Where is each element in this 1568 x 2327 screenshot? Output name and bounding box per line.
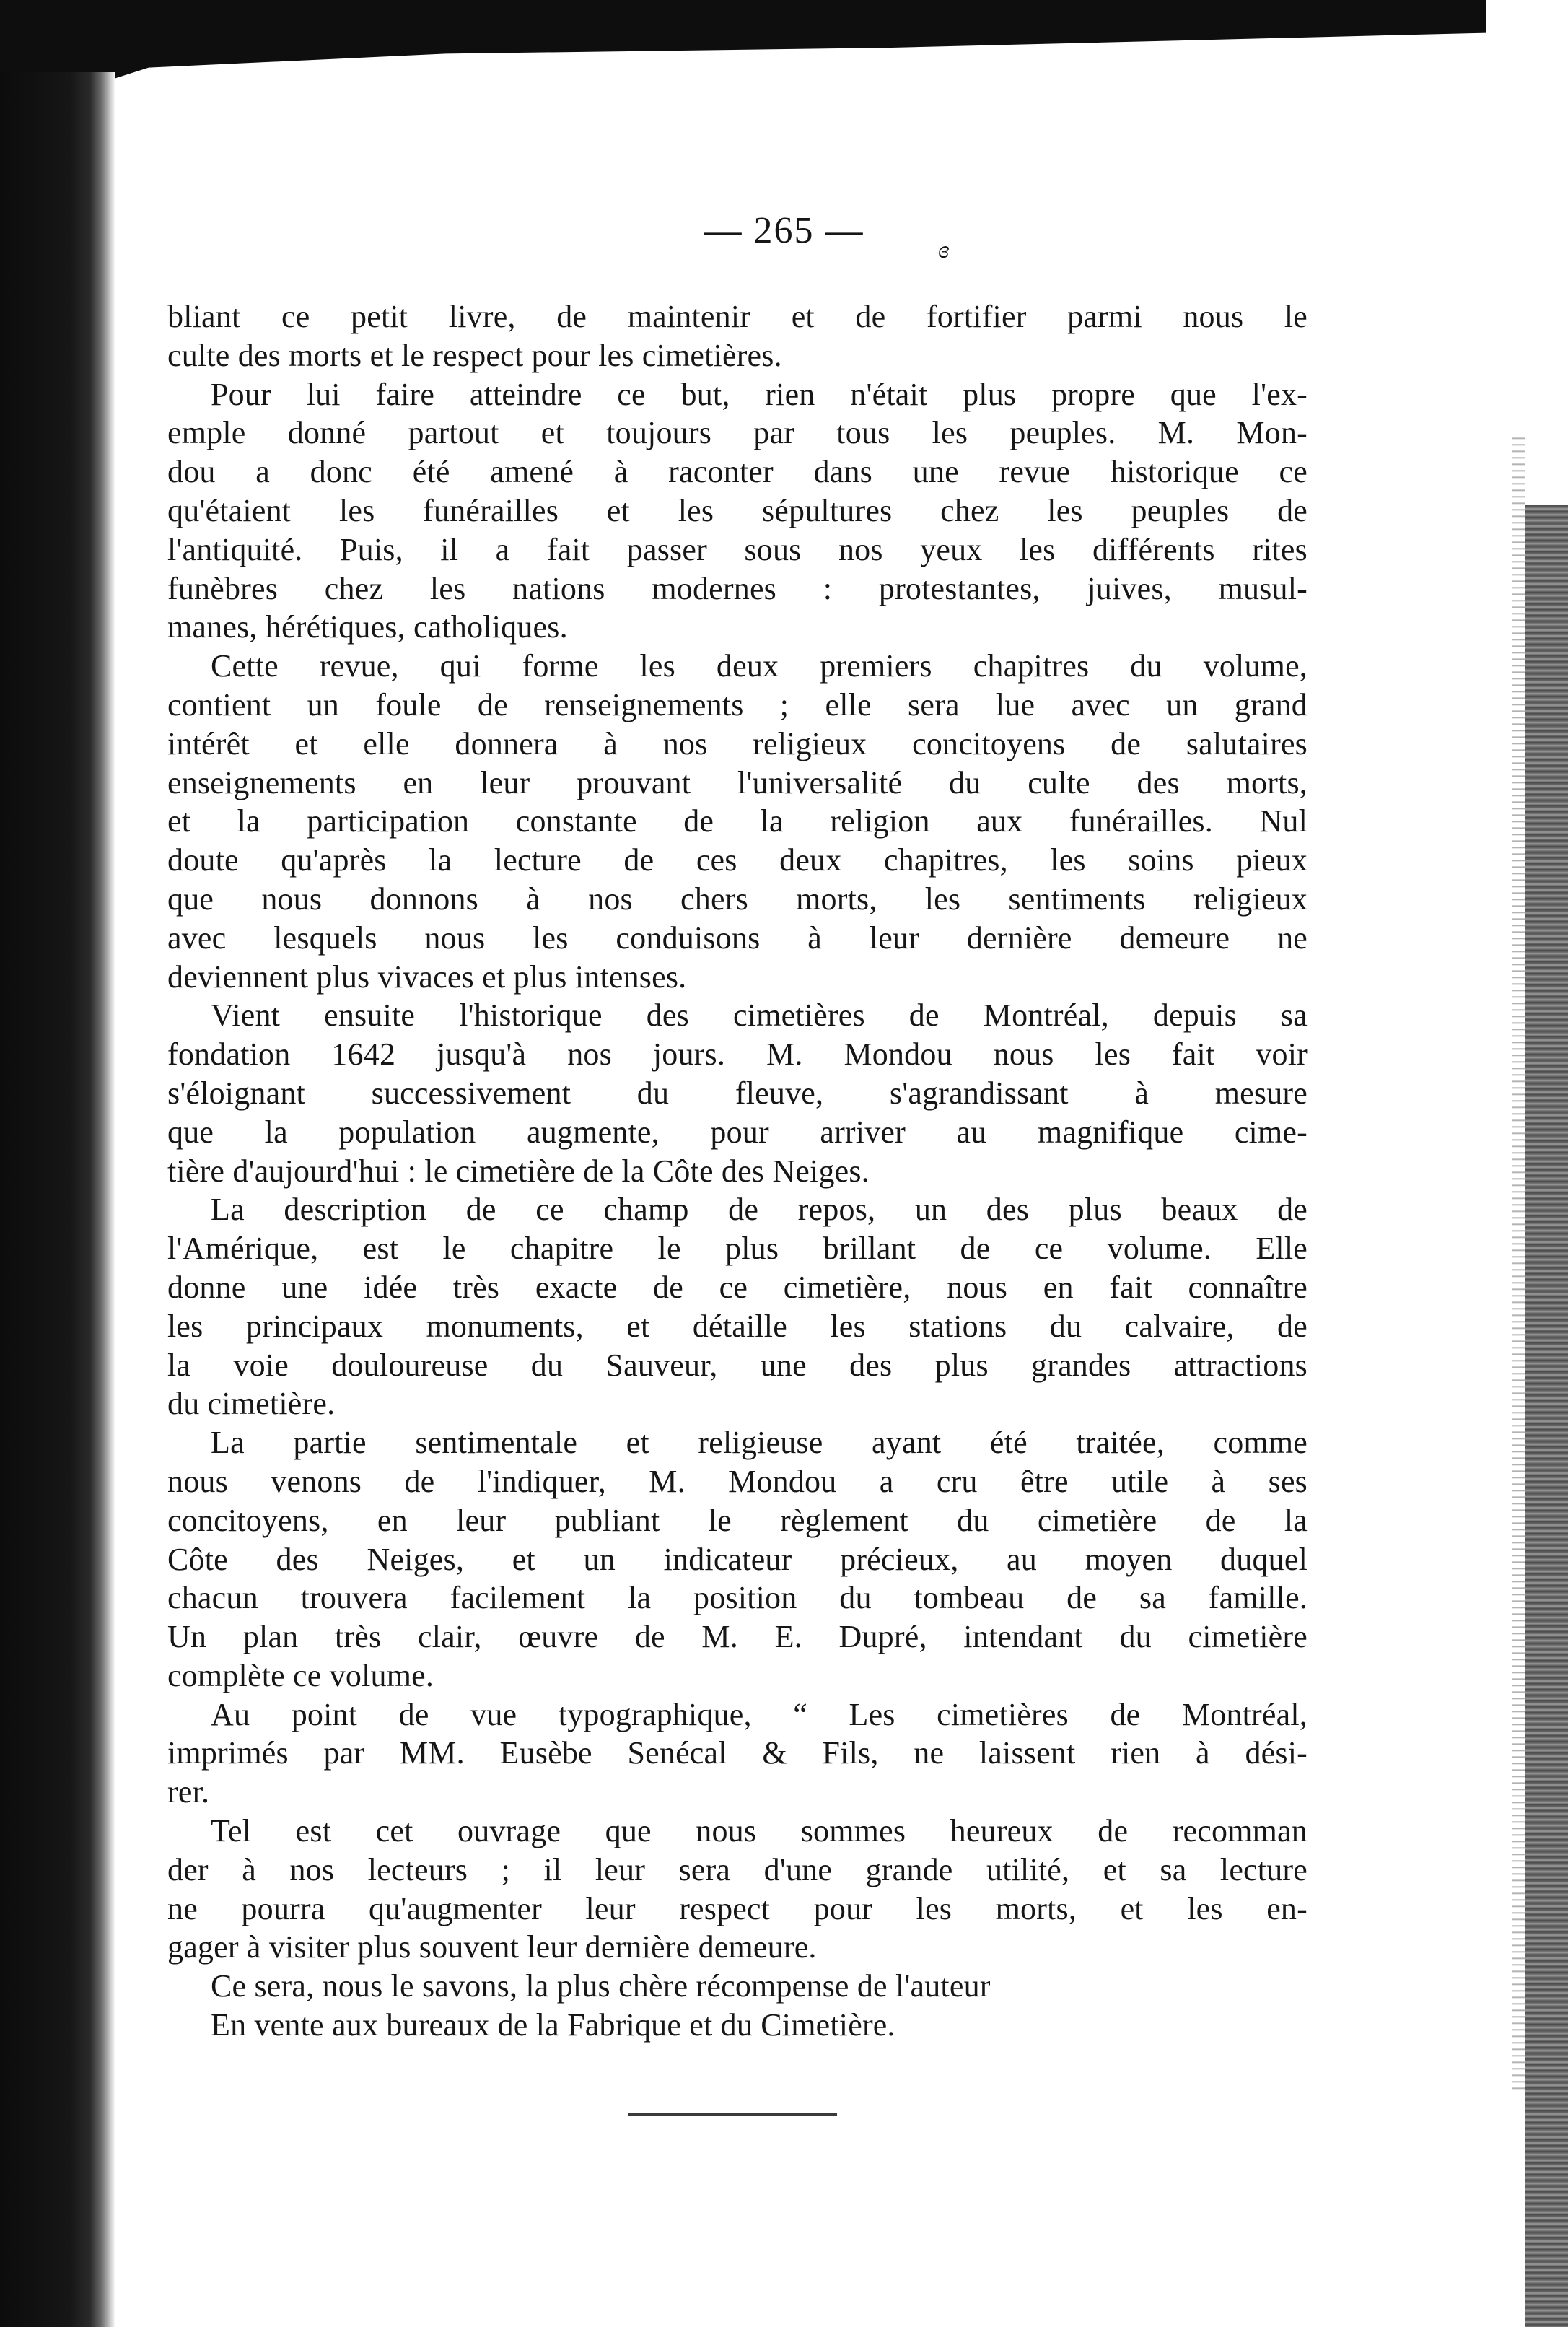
text-line: fondation 1642 jusqu'à nos jours. M. Mondou nous les fait voir	[167, 1036, 1308, 1073]
text-line: que la population augmente, pour arriver au magnifique cime-	[167, 1114, 1308, 1150]
text-line: donne une idée très exacte de ce cimetière, nous en fait connaître	[167, 1269, 1308, 1305]
text-line: complète ce volume.	[167, 1657, 434, 1693]
body-text	[167, 297, 1308, 2045]
text-line: Cette revue, qui forme les deux premiers chapitres du volume,	[211, 648, 1308, 684]
text-line: ne pourra qu'augmenter leur respect pour les morts, et les en-	[167, 1890, 1308, 1926]
text-line: emple donné partout et toujours par tous les peuples. M. Mon-	[167, 415, 1308, 451]
text-line: et la participation constante de la religion aux funérailles. Nul	[167, 803, 1308, 839]
scan-binding-shadow	[0, 72, 115, 2327]
text-line: concitoyens, en leur publiant le règlement du cimetière de la	[167, 1502, 1308, 1538]
text-line: que nous donnons à nos chers morts, les sentiments religieux	[167, 881, 1308, 917]
end-rule	[628, 2113, 837, 2116]
text-line: bliant ce petit livre, de maintenir et de fortifier parmi nous le	[167, 299, 1308, 334]
text-line: deviennent plus vivaces et plus intenses.	[167, 959, 687, 995]
page-number	[0, 209, 1568, 263]
text-line: du cimetière.	[167, 1386, 336, 1422]
text-line: manes, hérétiques, catholiques.	[167, 609, 568, 645]
text-line: intérêt et elle donnera à nos religieux concitoyens de salutaires	[167, 725, 1308, 761]
text-line: Au point de vue typographique, “ Les cimetières de Montréal,	[211, 1696, 1308, 1732]
scan-right-edge	[1525, 505, 1568, 2327]
text-line: Pour lui faire atteindre ce but, rien n'était plus propre que l'ex-	[211, 376, 1308, 412]
stray-mark: ɞ	[938, 237, 951, 263]
text-line: doute qu'après la lecture de ces deux chapitres, les soins pieux	[167, 842, 1308, 878]
text-line: imprimés par MM. Eusèbe Senécal & Fils, ne laissent rien à dési-	[167, 1735, 1308, 1771]
text-line: La description de ce champ de repos, un des plus beaux de	[211, 1192, 1308, 1228]
text-line: gager à visiter plus souvent leur dernière demeure.	[167, 1929, 817, 1965]
text-line: nous venons de l'indiquer, M. Mondou a cru être utile à ses	[167, 1463, 1308, 1499]
text-line: Un plan très clair, œuvre de M. E. Dupré, intendant du cimetière	[167, 1619, 1308, 1655]
text-line: contient un foule de renseignements ; elle sera lue avec un grand	[167, 686, 1308, 722]
text-line: s'éloignant successivement du fleuve, s'agrandissant à mesure	[167, 1075, 1308, 1111]
text-line: Ce sera, nous le savons, la plus chère récompense de l'auteur	[211, 1968, 991, 2004]
text-line: La partie sentimentale et religieuse ayant été traitée, comme	[211, 1425, 1308, 1461]
text-line: culte des morts et le respect pour les cimetières.	[167, 337, 782, 373]
text-line: En vente aux bureaux de la Fabrique et du Cimetière.	[211, 2007, 895, 2043]
text-line: Vient ensuite l'historique des cimetières de Montréal, depuis sa	[211, 997, 1308, 1034]
text-line: enseignements en leur prouvant l'universalité du culte des morts,	[167, 764, 1308, 800]
text-line: les principaux monuments, et détaille les stations du calvaire, de	[167, 1308, 1308, 1344]
text-line: Côte des Neiges, et un indicateur précieux, au moyen duquel	[167, 1541, 1308, 1577]
text-line: qu'étaient les funérailles et les sépultures chez les peuples de	[167, 492, 1308, 528]
text-line: der à nos lecteurs ; il leur sera d'une grande utilité, et sa lecture	[167, 1851, 1308, 1887]
text-line: rer.	[167, 1774, 210, 1810]
text-line: l'antiquité. Puis, il a fait passer sous nos yeux les différents rites	[167, 531, 1308, 567]
text-line: dou a donc été amené à raconter dans une revue historique ce	[167, 454, 1308, 490]
text-line: avec lesquels nous les conduisons à leur dernière demeure ne	[167, 920, 1308, 956]
text-line: la voie douloureuse du Sauveur, une des plus grandes attractions	[167, 1347, 1308, 1383]
text-line: funèbres chez les nations modernes : protestantes, juives, musul-	[167, 570, 1308, 606]
text-line: Tel est cet ouvrage que nous sommes heureux de recomman	[211, 1813, 1308, 1849]
page-number-text: — 265 —	[704, 210, 864, 251]
scan-top-edge	[0, 0, 1486, 87]
scan-right-noise	[1512, 433, 1525, 2093]
text-line: chacun trouvera facilement la position du tombeau de sa famille.	[167, 1580, 1308, 1616]
text-line: tière d'aujourd'hui : le cimetière de la Côte des Neiges.	[167, 1153, 870, 1189]
text-line: l'Amérique, est le chapitre le plus brillant de ce volume. Elle	[167, 1231, 1308, 1267]
